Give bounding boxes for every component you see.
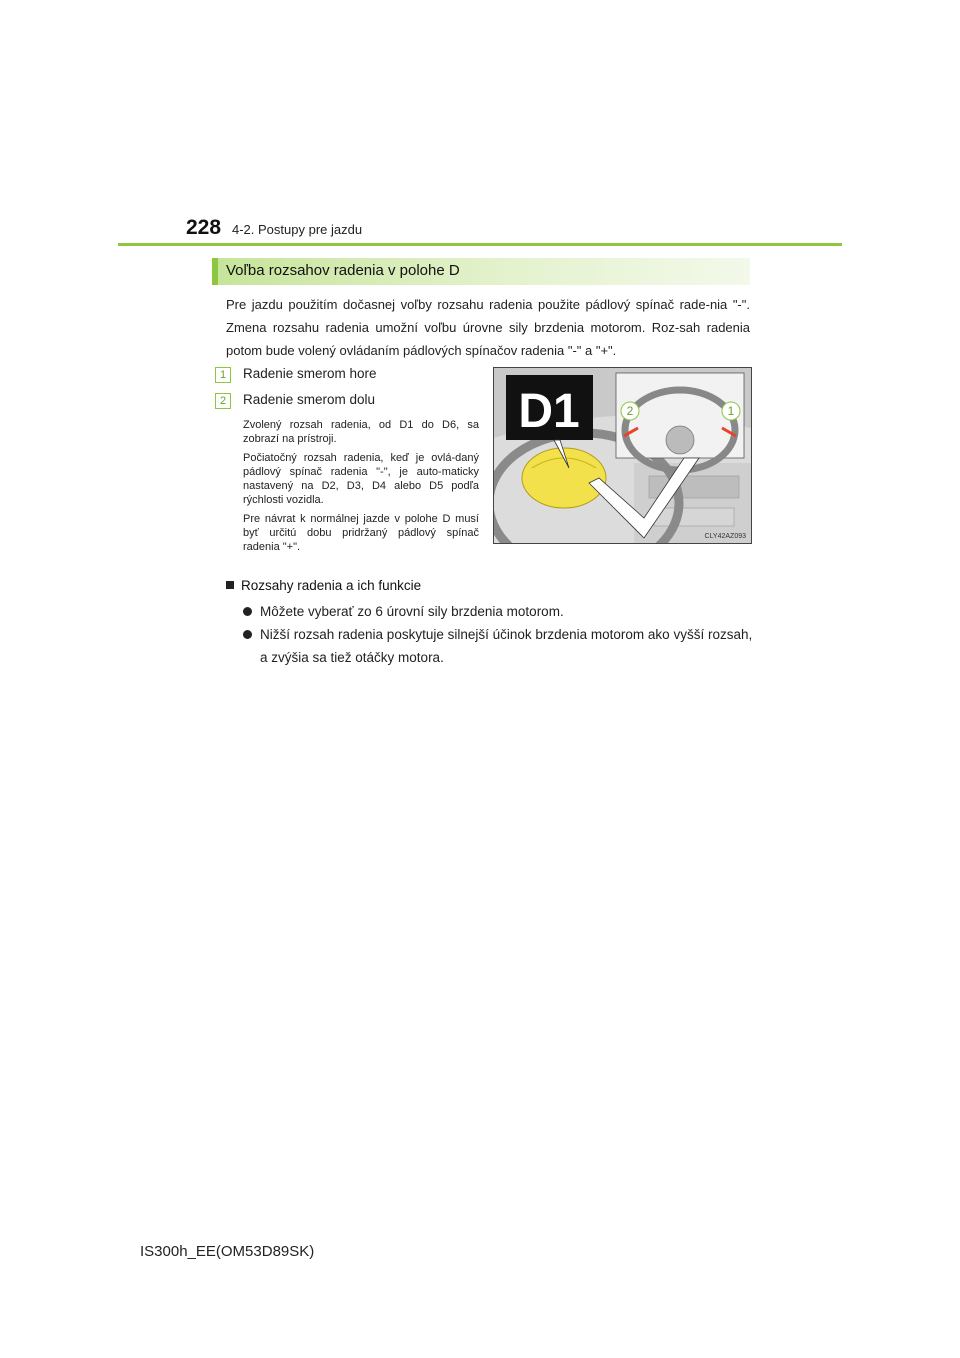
callout-1-text: 1 (727, 404, 735, 418)
footer-code: IS300h_EE(OM53D89SK) (140, 1243, 315, 1260)
section-title: 4-2. Postupy pre jazdu (232, 222, 363, 237)
header-rule (118, 243, 842, 246)
number-1-icon: 1 (215, 367, 231, 383)
bullet-text: Môžete vyberať zo 6 úrovní sily brzdenia motorom. (260, 604, 564, 619)
display-d1-text: D1 (518, 385, 580, 438)
page-number: 228 (186, 216, 222, 239)
bullet-dot-icon (243, 630, 252, 639)
heading-accent (212, 258, 218, 285)
intro-paragraph: Pre jazdu použitím dočasnej voľby rozsahu radenia použite pádlový spínač rade-nia "-". Zmena rozsahu radenia umožní voľbu úrovne sily brzdenia motorom. Roz-sah radenia potom bude volený ovládaním pádlových spínačov radenia "-" a "+". (226, 297, 750, 358)
image-code-text: CLY42AZ093 (704, 533, 746, 540)
number-2-icon: 2 (215, 393, 231, 409)
paddle-shift-illustration (493, 367, 752, 544)
item-label-upshift: Radenie smerom hore (243, 366, 377, 381)
cockpit-drawing (494, 368, 751, 543)
heading-text: Voľba rozsahov radenia v polohe D (226, 262, 460, 279)
bullet-dot-icon (243, 607, 252, 616)
subsection-title: Rozsahy radenia a ich funkcie (241, 578, 422, 593)
note-paragraph: Zvolený rozsah radenia, od D1 do D6, sa zobrazí na prístroji. (243, 419, 479, 445)
callout-2-text: 2 (626, 404, 634, 418)
bullet-text: Nižší rozsah radenia poskytuje silnejší účinok brzdenia motorom ako vyšší rozsah, a zvýšia sa tiež otáčky motora. (260, 627, 753, 665)
square-bullet-icon (226, 581, 234, 589)
note-block (243, 418, 479, 559)
note-paragraph: Pre návrat k normálnej jazde v polohe D musí byť určitú dobu pridržaný pádlový spínač radenia "+". (243, 513, 479, 553)
item-label-downshift: Radenie smerom dolu (243, 392, 376, 407)
subsection-heading (226, 578, 421, 593)
note-paragraph: Počiatočný rozsah radenia, keď je ovlá-daný pádlový spínač radenia "-", je auto-maticky nastavený na D2, D3, D4 alebo D5 podľa rýchlosti vozidla. (243, 452, 479, 506)
section-heading (212, 258, 750, 285)
